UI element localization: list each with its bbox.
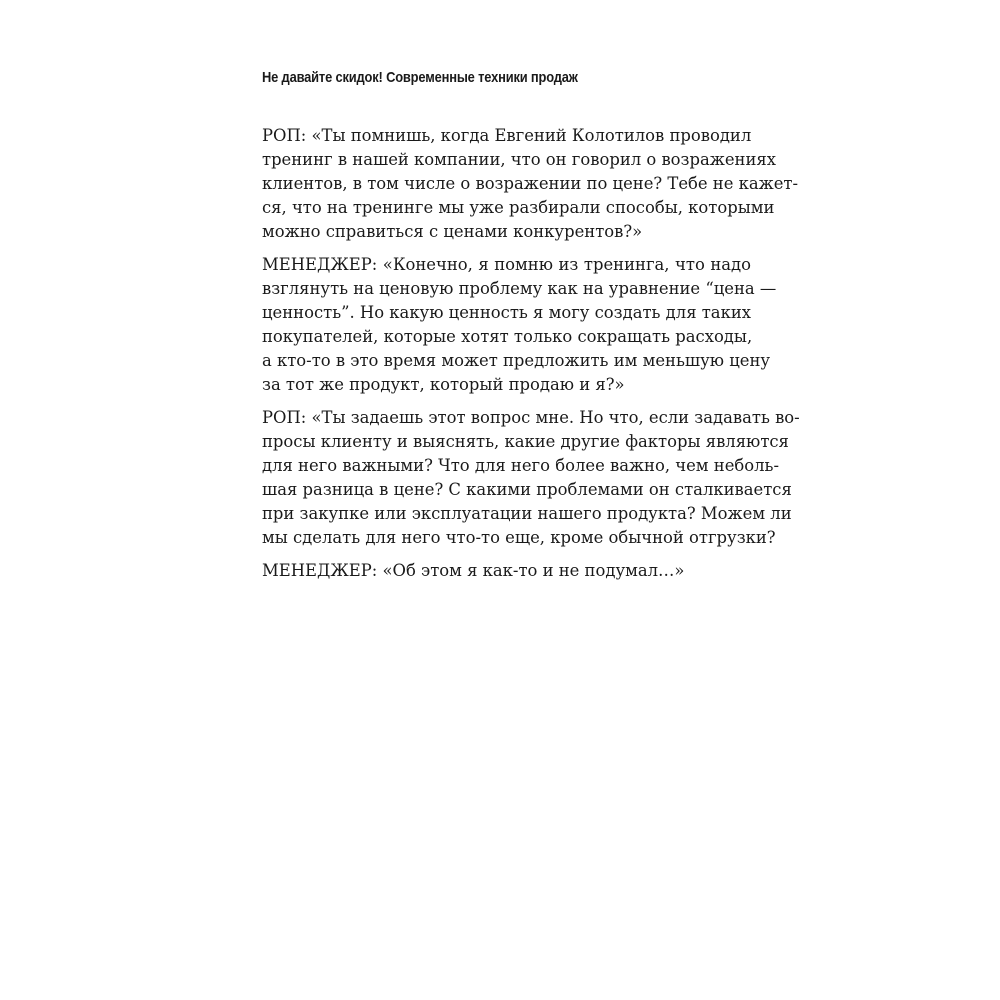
text-line: шая разница в цене? С какими проблемами он сталкивается	[262, 480, 792, 499]
text-line: при закупке или эксплуатации нашего продукта? Можем ли	[262, 504, 792, 523]
text-line: МЕНЕДЖЕР: «Конечно, я помню из тренинга, что надо	[262, 255, 751, 274]
paragraph-rop-2	[262, 406, 800, 550]
running-header: Не давайте скидок! Современные техники продаж	[262, 69, 578, 86]
text-line: клиентов, в том числе о возражении по цене? Тебе не кажет-	[262, 174, 799, 193]
text-line: ся, что на тренинге мы уже разбирали способы, которыми	[262, 198, 775, 217]
text-line: а кто-то в это время может предложить им меньшую цену	[262, 351, 771, 370]
body-text	[262, 124, 800, 592]
text-line: за тот же продукт, который продаю и я?»	[262, 375, 625, 394]
text-line: просы клиенту и выяснять, какие другие факторы являются	[262, 432, 789, 451]
text-line: взглянуть на ценовую проблему как на уравнение “цена —	[262, 279, 777, 298]
paragraph-manager-2	[262, 559, 751, 583]
text-line: мы сделать для него что-то еще, кроме обычной отгрузки?	[262, 528, 776, 547]
text-line: для него важными? Что для него более важно, чем неболь-	[262, 456, 780, 475]
paragraph-manager-1	[262, 253, 777, 397]
text-line: можно справиться с ценами конкурентов?»	[262, 222, 643, 241]
text-line: РОП: «Ты задаешь этот вопрос мне. Но что, если задавать во-	[262, 408, 800, 427]
text-line: МЕНЕДЖЕР: «Об этом я как-то и не подумал…»	[262, 561, 685, 580]
text-line: ценность”. Но какую ценность я могу создать для таких	[262, 303, 751, 322]
text-line: покупателей, которые хотят только сокращать расходы,	[262, 327, 753, 346]
text-line: РОП: «Ты помнишь, когда Евгений Колотилов проводил	[262, 126, 752, 145]
text-line: тренинг в нашей компании, что он говорил о возражениях	[262, 150, 776, 169]
paragraph-rop-1	[262, 124, 799, 244]
